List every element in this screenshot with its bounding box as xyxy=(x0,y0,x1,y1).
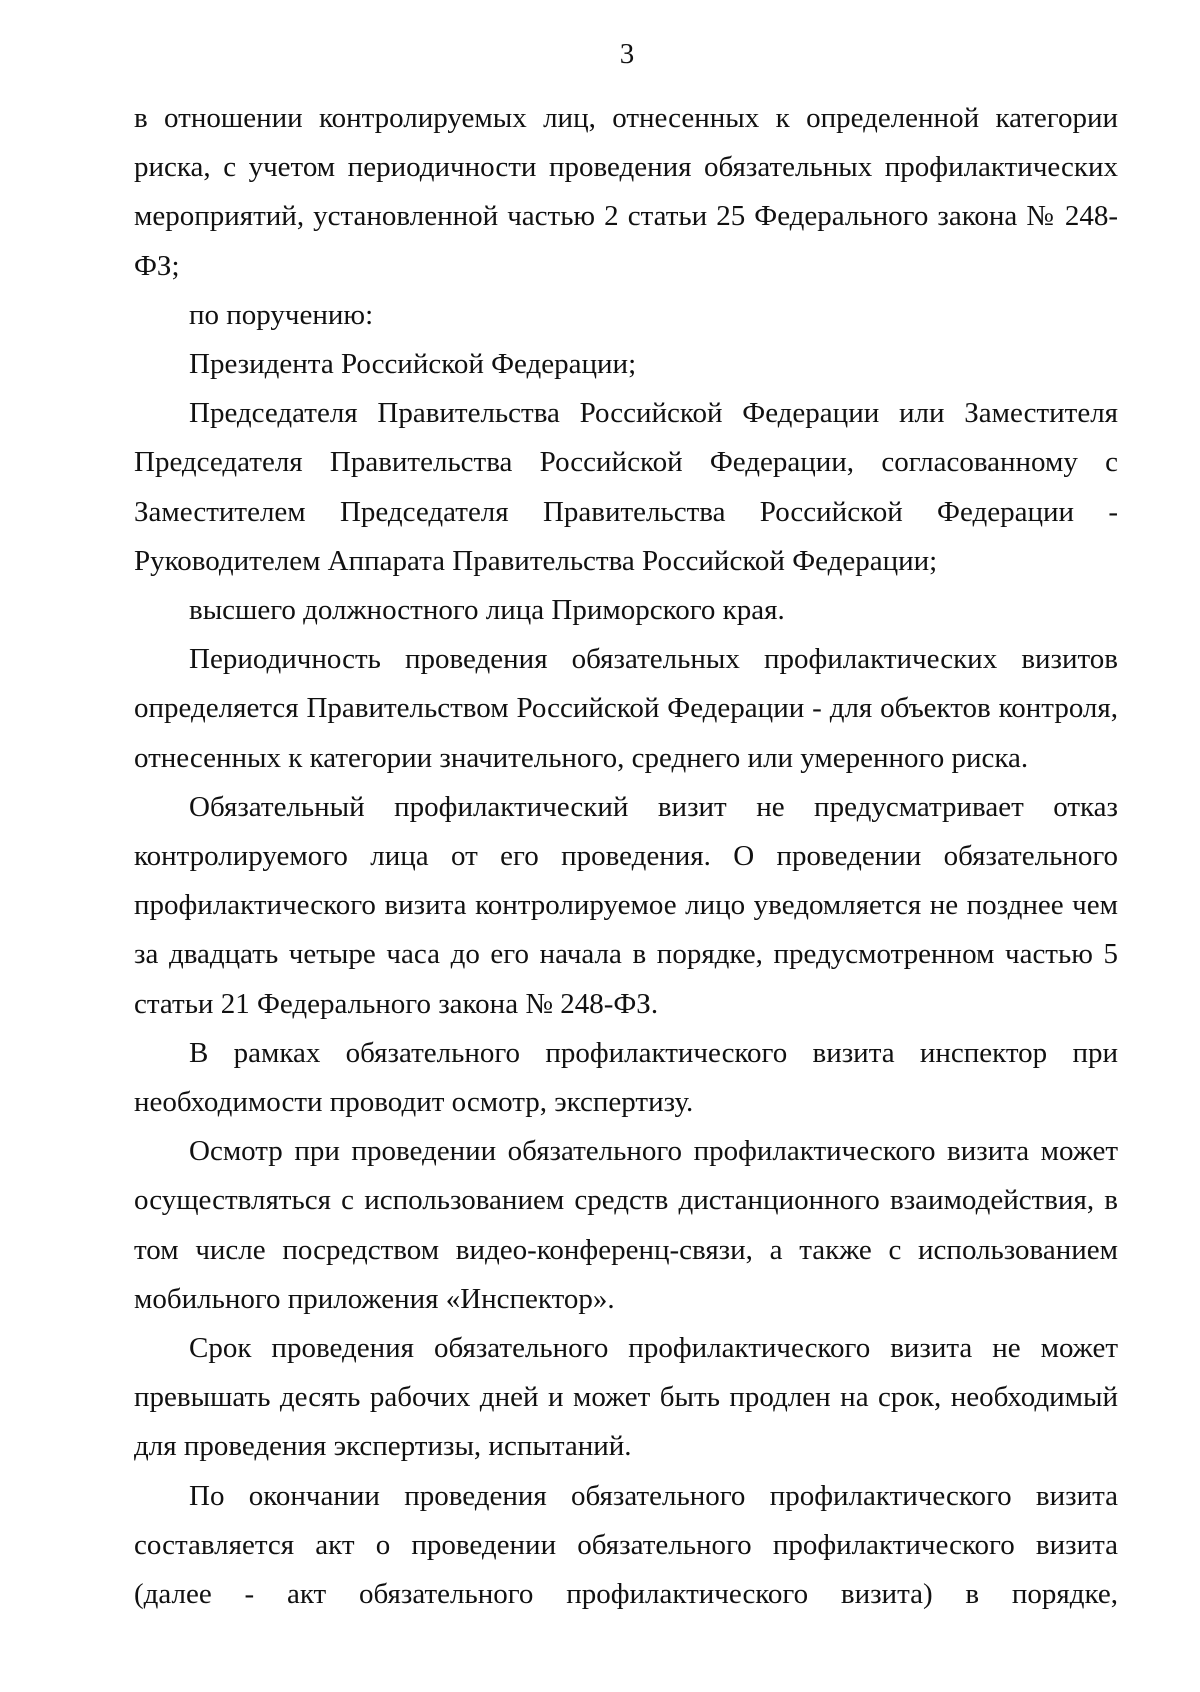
paragraph-inspector: В рамках обязательного профилактического визита инспектор при необходимости проводит осмотр, экспертизу. xyxy=(134,1036,1118,1119)
paragraph-by-order: по поручению: xyxy=(189,298,374,331)
paragraph-primorsky-official: высшего должностного лица Приморского края. xyxy=(189,594,785,627)
paragraph-visit-act: По окончании проведения обязательного профилактического визита составляется акт о проведении обязательного профилактического визита (далее - акт обязательного профилактического визита) в порядке, xyxy=(134,1479,1118,1611)
paragraph-remote-inspection: Осмотр при проведении обязательного профилактического визита может осуществляться с использованием средств дистанционного взаимодействия, в том числе посредством видео-конференц-связи, а также с использованием мобильного приложения «Инспектор». xyxy=(134,1135,1118,1315)
paragraph-government-chair: Председателя Правительства Российской Федерации или Заместителя Председателя Правительства Российской Федерации, согласованному с Заместителем Председателя Правительства Российской Федерации - Руководителем Аппарата Правительства Российской Федерации; xyxy=(134,397,1118,577)
paragraph-visit-term: Срок проведения обязательного профилактического визита не может превышать десять рабочих дней и может быть продлен на срок, необходимый для проведения экспертизы, испытаний. xyxy=(134,1332,1118,1463)
paragraph-mandatory-visit: Обязательный профилактический визит не предусматривает отказ контролируемого лица от его проведения. О проведении обязательного профилактического визита контролируемое лицо уведомляется не позднее чем за двадцать четыре часа до его начала в порядке, предусмотренном частью 5 статьи 21 Федерального закона № 248-ФЗ. xyxy=(134,790,1118,1020)
document-body xyxy=(134,94,1118,1619)
paragraph-periodicity: Периодичность проведения обязательных профилактических визитов определяется Правительством Российской Федерации - для объектов контроля, отнесенных к категории значительного, среднего или умеренного риска. xyxy=(134,643,1118,774)
paragraph-president: Президента Российской Федерации; xyxy=(189,348,637,381)
page-number: 3 xyxy=(619,38,635,70)
paragraph-continuation: в отношении контролируемых лиц, отнесенных к определенной категории риска, с учетом периодичности проведения обязательных профилактических мероприятий, установленной частью 2 статьи 25 Федерального закона № 248-ФЗ; xyxy=(134,102,1118,282)
